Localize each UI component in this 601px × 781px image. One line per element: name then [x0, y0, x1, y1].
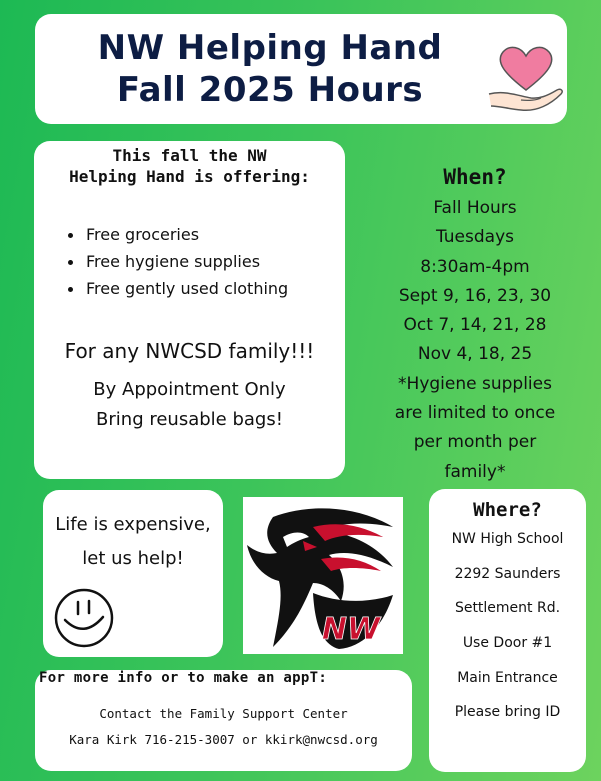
- where-line: NW High School: [451, 531, 564, 547]
- appointment-text: By Appointment Only: [93, 379, 286, 400]
- bags-text: Bring reusable bags!: [96, 409, 283, 430]
- list-item: Free gently used clothing: [68, 275, 288, 302]
- offering-panel: [34, 141, 345, 479]
- page-title-line1: NW Helping Hand: [97, 28, 443, 68]
- offering-intro-line1: This fall the NW: [112, 146, 267, 165]
- where-heading: Where?: [473, 499, 542, 521]
- when-line: per month per: [413, 432, 537, 453]
- life-panel: [43, 490, 223, 657]
- logo-text: NW: [321, 612, 381, 647]
- contact-panel: [35, 670, 412, 771]
- when-line: Nov 4, 18, 25: [417, 344, 533, 365]
- when-line: Tuesdays: [435, 227, 515, 248]
- where-line: Use Door #1: [462, 635, 553, 651]
- offering-intro-line2: Helping Hand is offering:: [69, 167, 310, 186]
- offering-list: [68, 221, 288, 302]
- life-line2: let us help!: [82, 548, 184, 569]
- where-panel: [429, 489, 586, 772]
- smiley-icon: [53, 587, 115, 649]
- when-line: family*: [444, 461, 506, 482]
- when-line: are limited to once: [394, 403, 556, 424]
- where-line: Main Entrance: [457, 670, 558, 686]
- hawk-logo: [243, 497, 403, 654]
- life-line1: Life is expensive,: [55, 514, 211, 535]
- list-item: Free groceries: [68, 221, 288, 248]
- title-panel: [35, 14, 567, 124]
- when-line: Sept 9, 16, 23, 30: [398, 285, 552, 306]
- hawk-logo-icon: [243, 497, 403, 654]
- when-line: *Hygiene supplies: [398, 373, 552, 394]
- offering-intro: [34, 145, 345, 187]
- heart-in-hand-icon: [485, 32, 567, 114]
- contact-heading: For more info or to make an appT:: [39, 670, 328, 686]
- eligibility-text: For any NWCSD family!!!: [64, 339, 315, 363]
- list-item: Free hygiene supplies: [68, 248, 288, 275]
- contact-line2: Kara Kirk 716-215-3007 or kkirk@nwcsd.org: [69, 732, 378, 747]
- page-title-line2: Fall 2025 Hours: [116, 70, 424, 110]
- when-heading: When?: [443, 165, 507, 189]
- where-line: Please bring ID: [454, 704, 561, 720]
- when-section: [370, 160, 580, 487]
- contact-line1: Contact the Family Support Center: [99, 706, 348, 721]
- when-line: Oct 7, 14, 21, 28: [403, 315, 547, 336]
- where-line: 2292 Saunders: [454, 566, 561, 582]
- where-line: Settlement Rd.: [454, 600, 561, 616]
- when-line: Fall Hours: [433, 198, 517, 218]
- when-line: 8:30am-4pm: [420, 256, 530, 277]
